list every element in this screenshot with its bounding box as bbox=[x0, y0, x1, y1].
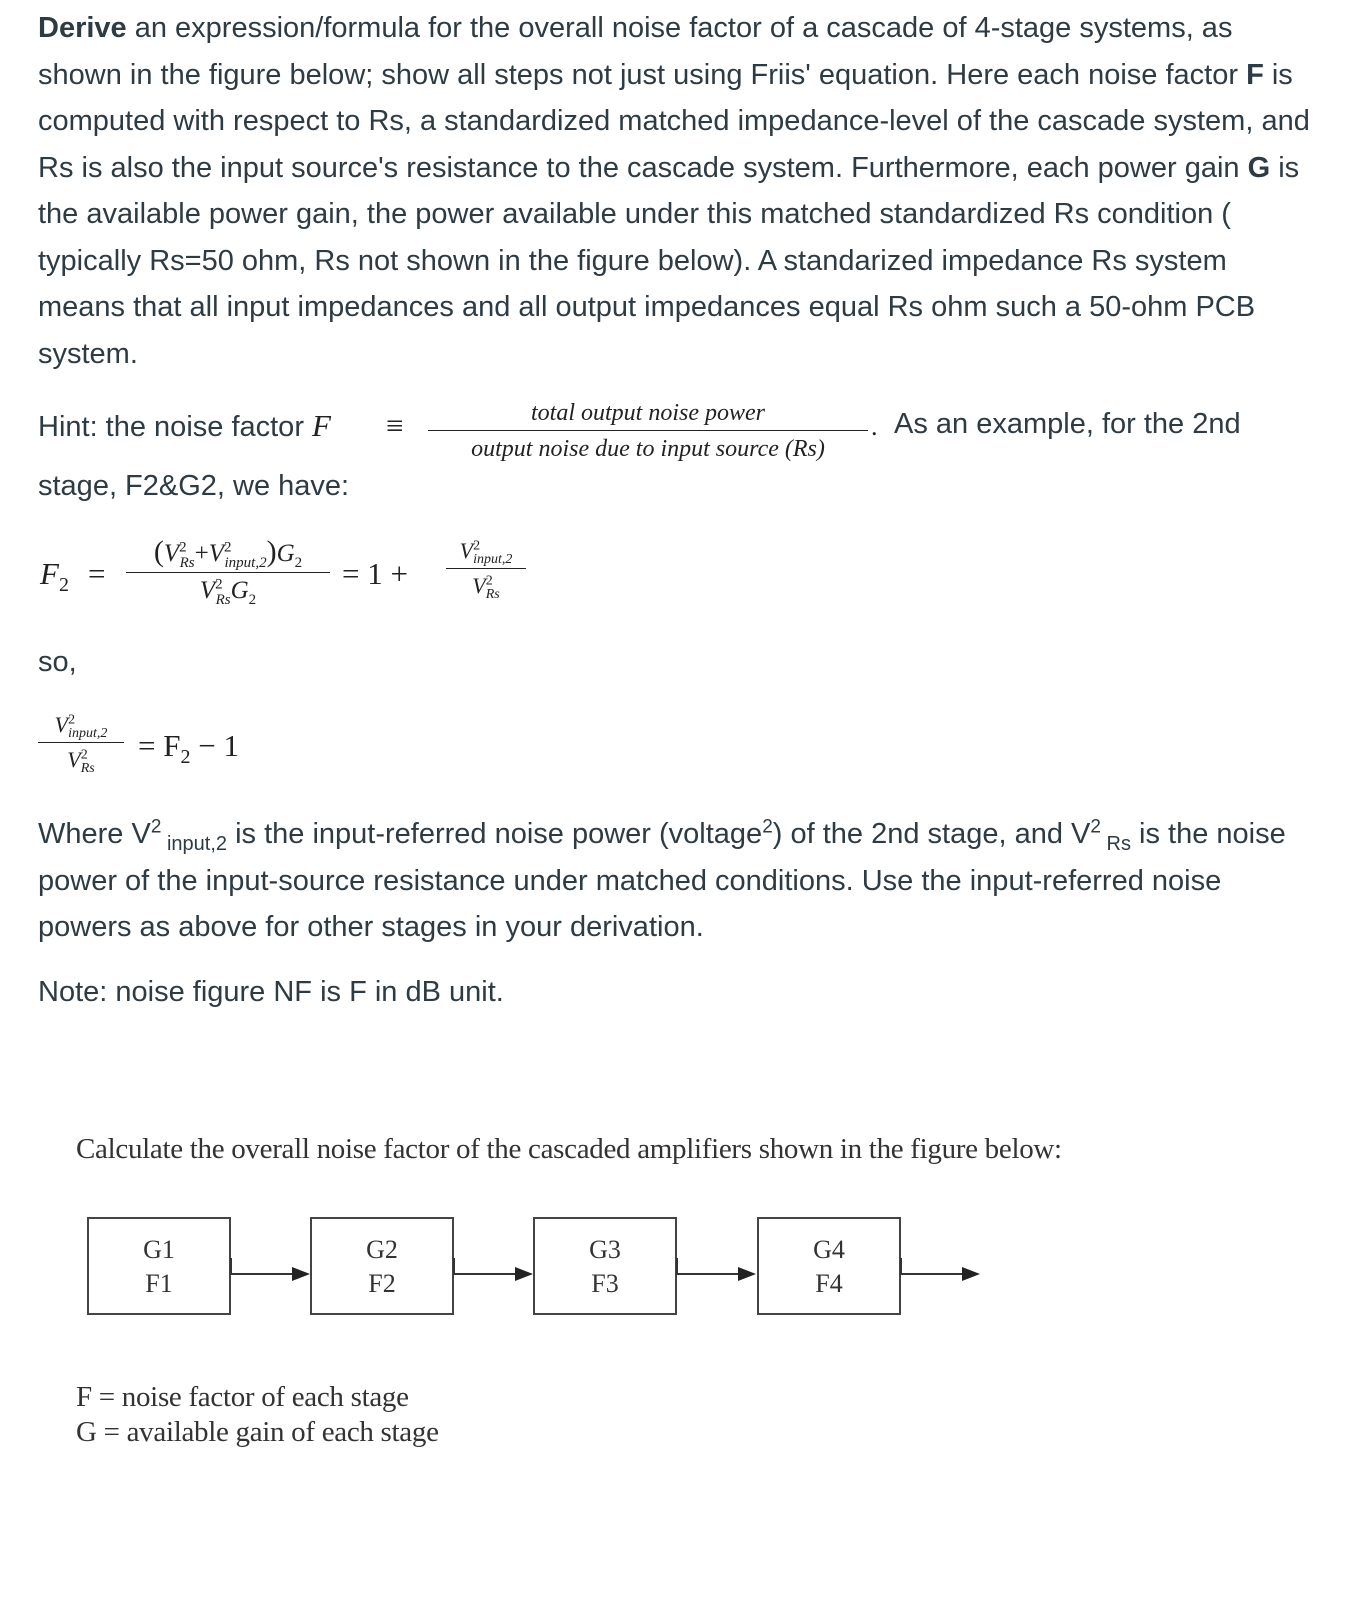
eq2-rhs: = $F_2 - 1$ bbox=[138, 728, 239, 769]
arrow-icon bbox=[738, 1267, 756, 1281]
hint-line2: stage, F2&G2, we have: bbox=[38, 470, 350, 502]
stage-2-noise: F2 bbox=[368, 1269, 396, 1298]
stage-4-block bbox=[757, 1217, 901, 1315]
intro-text-2: is computed with respect to Rs, a standardized matched impedance-level of the cascade system, and Rs is also the input source's resistance to the cascade system. Furthermore, each power gain bbox=[38, 58, 1310, 184]
eq1-one-plus: = 1 + bbox=[342, 556, 408, 591]
hint-dot: . bbox=[871, 412, 878, 441]
stage-3-noise: F3 bbox=[591, 1269, 619, 1298]
stage-2-block bbox=[310, 1217, 454, 1315]
stage-3-block bbox=[533, 1217, 677, 1315]
arrow-icon bbox=[962, 1267, 980, 1281]
eq1-lhs: $F_2$ bbox=[40, 556, 69, 597]
hint-F-symbol: F bbox=[312, 408, 331, 443]
stage-1-gain: G1 bbox=[143, 1235, 175, 1264]
stage-3-gain: G3 bbox=[589, 1235, 621, 1264]
hint-fraction bbox=[428, 396, 868, 467]
hint-equiv: ≡ bbox=[386, 408, 404, 443]
legend-F: F = noise factor of each stage bbox=[76, 1381, 409, 1413]
hint-denominator: output noise due to input source (Rs) bbox=[471, 436, 825, 462]
eq1-fraction-1 bbox=[126, 534, 330, 609]
figure-caption: Calculate the overall noise factor of the cascaded amplifiers shown in the figure below: bbox=[76, 1133, 1062, 1165]
hint-suffix: As an example, for the 2nd bbox=[894, 408, 1241, 440]
eq1-frac2-denominator: $V^2_{Rs}$ bbox=[472, 573, 500, 603]
so-label: so, bbox=[38, 646, 77, 678]
where-paragraph: Where $V^2$ $_{input,2}$ is the input-referred noise power (voltage$^2$) of the 2nd stage, and $V^2$ $_{Rs}$ is the noise power of the input-source resistance under matched conditions. Use the input-referred noise powers as above for other stages in your derivation. bbox=[38, 816, 1286, 943]
eq2-fraction bbox=[38, 708, 124, 777]
hint-numerator: total output noise power bbox=[531, 400, 765, 426]
bold-F: F bbox=[1246, 58, 1264, 91]
stage-2-gain: G2 bbox=[366, 1235, 398, 1264]
hint-prefix: Hint: the noise factor F bbox=[38, 408, 331, 443]
intro-text-1: an expression/formula for the overall noise factor of a cascade of 4-stage systems, as shown in the figure below; show all steps not just using Friis' equation. Here each noise factor bbox=[38, 12, 1247, 91]
stage-1-block bbox=[87, 1217, 231, 1315]
stage-1-noise: F1 bbox=[145, 1269, 173, 1298]
stage-4-gain: G4 bbox=[813, 1235, 845, 1264]
eq1-numerator: $(V^2_{Rs}+V^2_{input,2})G_2$ bbox=[153, 535, 303, 571]
eq2-numerator: $V^2_{input,2}$ bbox=[54, 712, 108, 742]
eq1-fraction-2 bbox=[446, 534, 526, 603]
eq1-frac2-numerator: $V^2_{input,2}$ bbox=[459, 538, 513, 568]
problem-statement bbox=[38, 5, 1313, 377]
eq1-denominator: $V^2_{Rs}G_2$ bbox=[199, 576, 257, 608]
note-text: Note: noise figure NF is F in dB unit. bbox=[38, 976, 504, 1008]
stage-4-noise: F4 bbox=[815, 1269, 843, 1298]
arrow-icon bbox=[515, 1267, 533, 1281]
intro-text-3: is the available power gain, the power available under this matched standardized Rs condition ( typically Rs=50 ohm, Rs not shown in the figure below). A standarized impedance Rs system means that all input impedances and all output impedances equal Rs ohm such a 50-ohm PCB system. bbox=[38, 151, 1300, 370]
eq1-equals: = bbox=[88, 556, 106, 591]
bold-G: G bbox=[1247, 151, 1271, 184]
arrow-icon bbox=[292, 1267, 310, 1281]
derive-bold: Derive bbox=[38, 12, 127, 44]
eq2-denominator: $V^2_{Rs}$ bbox=[67, 747, 95, 777]
legend-G: G = available gain of each stage bbox=[76, 1416, 439, 1448]
